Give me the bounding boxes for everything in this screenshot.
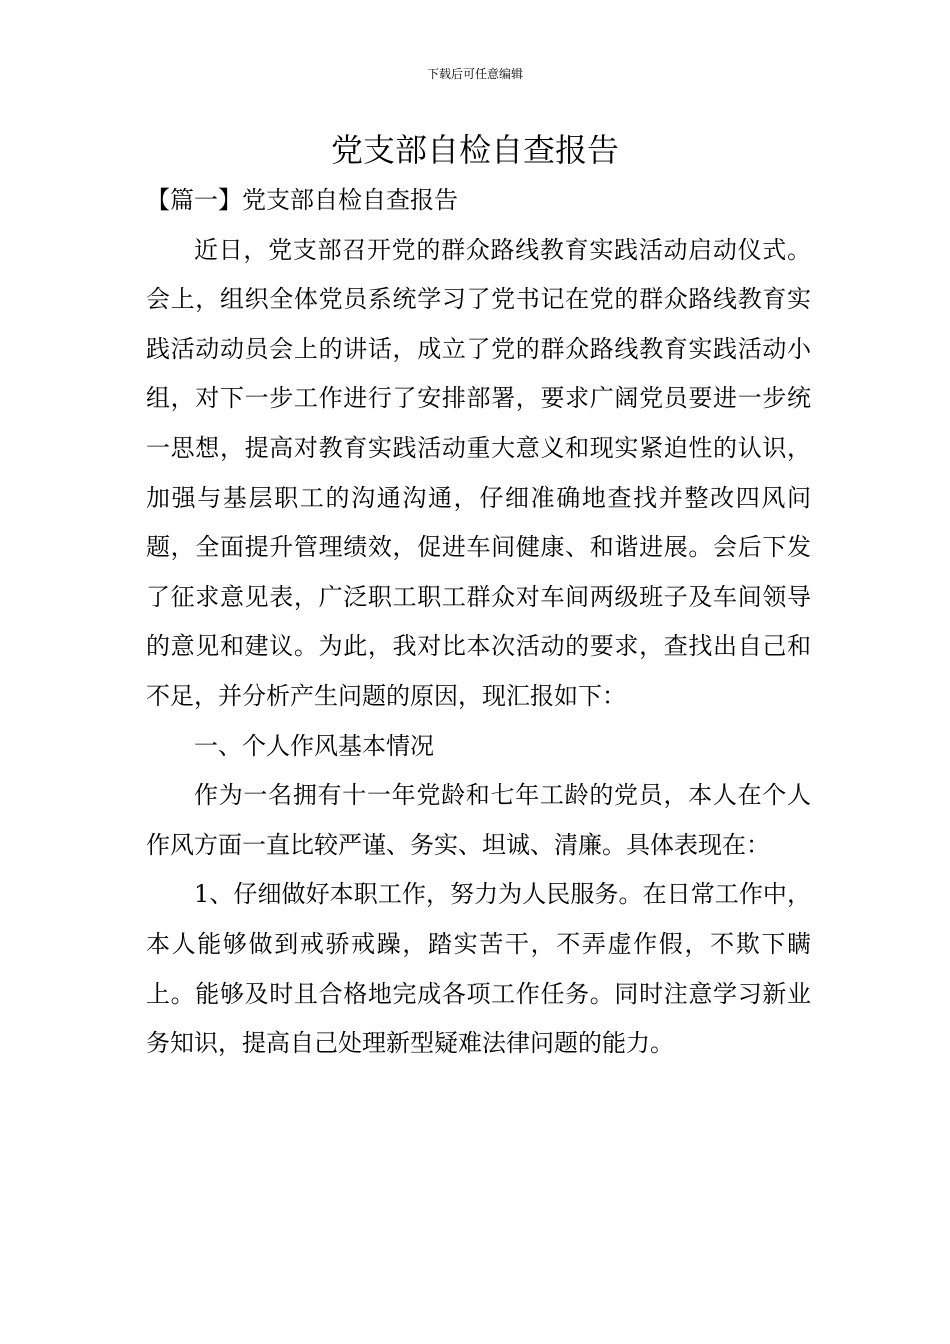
header-note: 下载后可任意编辑: [426, 67, 523, 81]
document-title: 党支部自检自查报告: [330, 131, 619, 169]
section-heading-1: 一、个人作风基本情况: [194, 731, 434, 760]
section-subheading: 【篇一】党支部自检自查报告: [146, 186, 458, 214]
paragraph-intro: 近日，党支部召开党的群众路线教育实践活动启动仪式。会上，组织全体党员系统学习了党书记在党的群众路线教育实践活动动员会上的讲话，成立了党的群众路线教育实践活动小组，对下一步工作进行了安排部署，要求广阔党员要进一步统一思想，提高对教育实践活动重大意义和现实紧迫性的认识，加强与基层职工的沟通沟通，仔细准确地查找并整改四风问题，全面提升管理绩效，促进车间健康、和谐进展。会后下发了征求意见表，广泛职工职工群众对车间两级班子及车间领导的意见和建议。为此，我对比本次活动的要求，查找出自己和不足，并分析产生问题的原因，现汇报如下：: [146, 235, 811, 710]
paragraph-work-style: 作为一名拥有十一年党龄和七年工龄的党员，本人在个人作风方面一直比较严谨、务实、坦诚、清廉。具体表现在：: [146, 781, 811, 859]
document-body: [146, 176, 811, 1069]
paragraph-item-1: 1、仔细做好本职工作，努力为人民服务。在日常工作中，本人能够做到戒骄戒躁，踏实苦干，不弄虚作假，不欺下瞒上。能够及时且合格地完成各项工作任务。同时注意学习新业务知识，提高自己处理新型疑难法律问题的能力。: [146, 880, 811, 1058]
